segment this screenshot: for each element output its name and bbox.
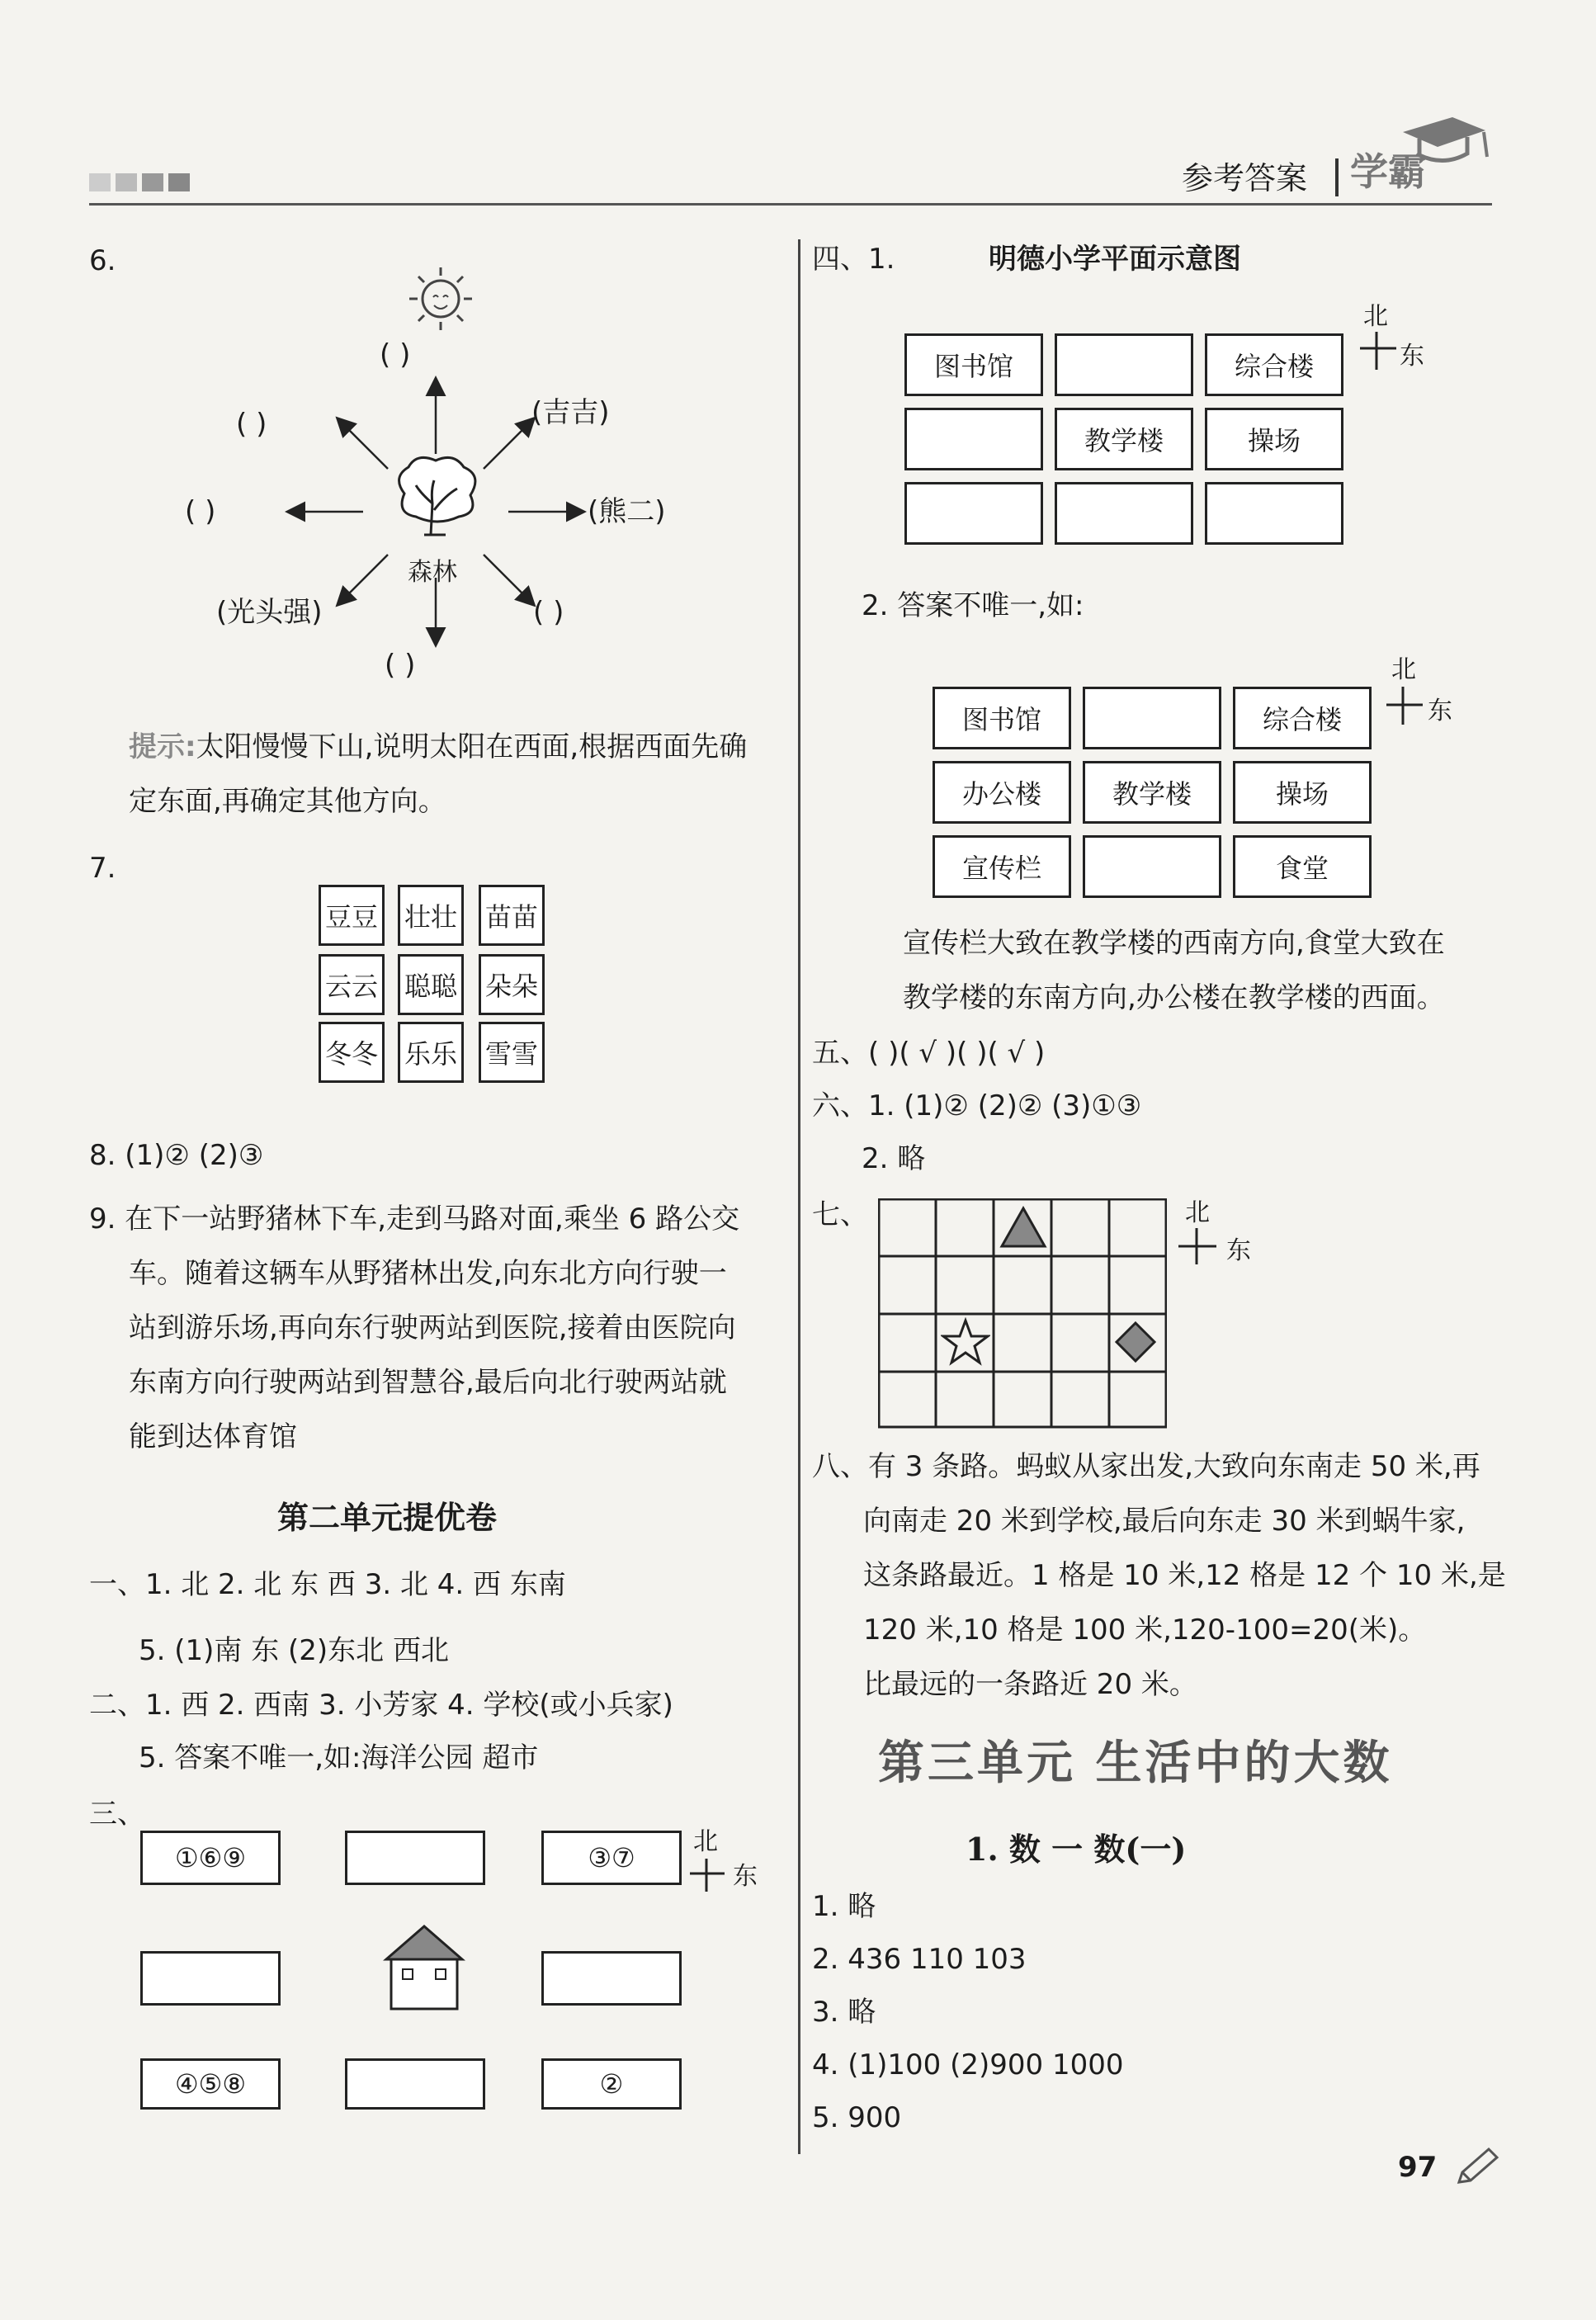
- unit3-answers: [812, 1880, 1124, 2144]
- q7-cell: 乐乐: [398, 1022, 464, 1083]
- q9-line: 东南方向行驶两站到智慧谷,最后向北行驶两站就: [129, 1366, 727, 1399]
- s8-answer: [812, 1439, 1506, 1712]
- s4-note-line: 宣传栏大致在教学楼的西南方向,食堂大致在: [903, 927, 1445, 960]
- s4-note-line: 教学楼的东南方向,办公楼在教学楼的西面。: [903, 981, 1445, 1014]
- unit2-box: ④⑤⑧: [140, 2058, 281, 2110]
- q6-nw-blank: ( ): [236, 408, 267, 441]
- unit2-box: [140, 1951, 281, 2006]
- s6-answer-1: 六、1. (1)② (2)② (3)①③: [812, 1089, 1142, 1122]
- unit2-box: [345, 1831, 485, 1885]
- q7-cell: 雪雪: [479, 1022, 545, 1083]
- map1-cell: [904, 482, 1043, 545]
- star-icon: [941, 1317, 990, 1370]
- s8-line: 比最远的一条路近 20 米。: [863, 1668, 1197, 1701]
- q9-line: 9. 在下一站野猪林下车,走到马路对面,乘坐 6 路公交: [89, 1203, 740, 1236]
- header-marks: [89, 173, 195, 195]
- s7-label: 七、: [812, 1198, 868, 1231]
- map2-cell: 综合楼: [1233, 687, 1372, 749]
- unit3-title: 第三单元 生活中的大数: [878, 1736, 1393, 1790]
- compass-north-label: 北: [1185, 1198, 1210, 1227]
- compass-east-label: 东: [1226, 1236, 1251, 1265]
- q7-number: 7.: [89, 852, 116, 885]
- map2-cell: 食堂: [1233, 835, 1372, 898]
- s5-answer: 五、( )( √ )( )( √ ): [812, 1037, 1046, 1070]
- q7-cell: 冬冬: [319, 1022, 385, 1083]
- unit2-title: 第二单元提优卷: [277, 1500, 498, 1536]
- graduation-cap-icon: [1395, 109, 1494, 178]
- s6-answer-2: 2. 略: [862, 1142, 926, 1175]
- q6-sw-label: (光头强): [216, 596, 323, 629]
- map1-cell: [1205, 482, 1343, 545]
- map1-cell: [1055, 482, 1193, 545]
- diamond-icon: [1114, 1321, 1157, 1367]
- q7-cell: 云云: [319, 954, 385, 1015]
- unit2-s2-line1: 二、1. 西 2. 西南 3. 小芳家 4. 学校(或小兵家): [89, 1689, 673, 1722]
- tip-label: 提示:: [129, 730, 196, 763]
- unit3-answer: 1. 略: [812, 1890, 876, 1923]
- map1-cell: [1055, 333, 1193, 396]
- tip-line2: 定东面,再确定其他方向。: [129, 785, 446, 818]
- header-answers-label: 参考答案: [1182, 160, 1308, 196]
- map2-cell: 教学楼: [1083, 761, 1221, 824]
- compass-north-label: 北: [1391, 655, 1416, 684]
- q6-east-label: (熊二): [588, 495, 666, 528]
- pencil-icon: [1452, 2146, 1502, 2190]
- unit2-box: ③⑦: [541, 1831, 682, 1885]
- q6-tip: [129, 720, 781, 829]
- header-rule: [89, 203, 1492, 206]
- map2-cell: 图书馆: [933, 687, 1071, 749]
- map2-cell: [1083, 687, 1221, 749]
- unit2-box: ①⑥⑨: [140, 1831, 281, 1885]
- q7-cell: 苗苗: [479, 885, 545, 946]
- unit2-s2-line2: 5. 答案不唯一,如:海洋公园 超市: [139, 1741, 539, 1774]
- unit2-s1-line2: 5. (1)南 东 (2)东北 西北: [139, 1634, 449, 1667]
- header-brand: 学霸: [1350, 149, 1426, 194]
- tip-line1: 太阳慢慢下山,说明太阳在西面,根据西面先确: [196, 730, 748, 763]
- header-separator: [1335, 158, 1339, 196]
- unit2-s3-label: 三、: [89, 1798, 145, 1831]
- compass-east-label: 东: [1400, 342, 1424, 371]
- triangle-icon: [999, 1205, 1048, 1253]
- q6-ne-label: (吉吉): [531, 396, 610, 429]
- s8-line: 向南走 20 米到学校,最后向东走 30 米到蜗牛家,: [863, 1505, 1466, 1538]
- s8-line: 八、有 3 条路。蚂蚁从家出发,大致向东南走 50 米,再: [812, 1450, 1480, 1483]
- q6-bottom-blank: ( ): [385, 649, 416, 682]
- map2-cell: 操场: [1233, 761, 1372, 824]
- q6-top-blank: ( ): [380, 338, 411, 371]
- compass-east-label: 东: [733, 1862, 758, 1891]
- map2-cell: 宣传栏: [933, 835, 1071, 898]
- q7-cell: 豆豆: [319, 885, 385, 946]
- unit2-box: [345, 2058, 485, 2110]
- sun-icon: [406, 264, 475, 337]
- q9-line: 站到游乐场,再向东行驶两站到医院,接着由医院向: [129, 1311, 736, 1344]
- q9-line: 能到达体育馆: [129, 1420, 297, 1453]
- q9-line: 车。随着这辆车从野猪林出发,向东北方向行驶一: [129, 1257, 727, 1290]
- s4-map-title: 明德小学平面示意图: [989, 243, 1241, 276]
- map2-cell: 办公楼: [933, 761, 1071, 824]
- unit2-box: [541, 1951, 682, 2006]
- map1-cell: 图书馆: [904, 333, 1043, 396]
- map1-cell: [904, 408, 1043, 470]
- unit3-subtitle: 1. 数 一 数(一): [966, 1831, 1187, 1868]
- map1-cell: 教学楼: [1055, 408, 1193, 470]
- map2-cell: [1083, 835, 1221, 898]
- q6-west-blank: ( ): [185, 495, 216, 528]
- q6-se-blank: ( ): [533, 596, 564, 629]
- map1-cell: 操场: [1205, 408, 1343, 470]
- s8-line: 这条路最近。1 格是 10 米,12 格是 12 个 10 米,是: [863, 1559, 1506, 1592]
- page-number: 97: [1398, 2151, 1438, 2184]
- q9-answer: [89, 1192, 739, 1464]
- q6-number: 6.: [89, 244, 116, 277]
- s4-note: [903, 916, 1445, 1025]
- unit3-answer: 4. (1)100 (2)900 1000: [812, 2048, 1124, 2081]
- unit3-answer: 2. 436 110 103: [812, 1943, 1027, 1976]
- house-icon: [383, 1923, 465, 2015]
- q7-cell: 壮壮: [398, 885, 464, 946]
- s8-line: 120 米,10 格是 100 米,120-100=20(米)。: [863, 1614, 1427, 1647]
- map1-cell: 综合楼: [1205, 333, 1343, 396]
- compass-north-label: 北: [1363, 302, 1388, 331]
- compass-east-label: 东: [1428, 697, 1452, 725]
- q6-center-label: 森林: [408, 558, 457, 587]
- s4-q2: 2. 答案不唯一,如:: [862, 589, 1084, 622]
- tree-icon: [388, 452, 487, 546]
- column-divider: [798, 239, 800, 2154]
- compass-north-label: 北: [693, 1827, 718, 1856]
- s4-label: 四、1.: [812, 243, 895, 276]
- unit2-box: ②: [541, 2058, 682, 2110]
- q8-answer: 8. (1)② (2)③: [89, 1139, 264, 1172]
- unit3-answer: 5. 900: [812, 2101, 902, 2134]
- q7-cell: 聪聪: [398, 954, 464, 1015]
- q7-cell: 朵朵: [479, 954, 545, 1015]
- unit2-s1-line1: 一、1. 北 2. 北 东 西 3. 北 4. 西 东南: [89, 1568, 566, 1601]
- unit3-answer: 3. 略: [812, 1996, 876, 2029]
